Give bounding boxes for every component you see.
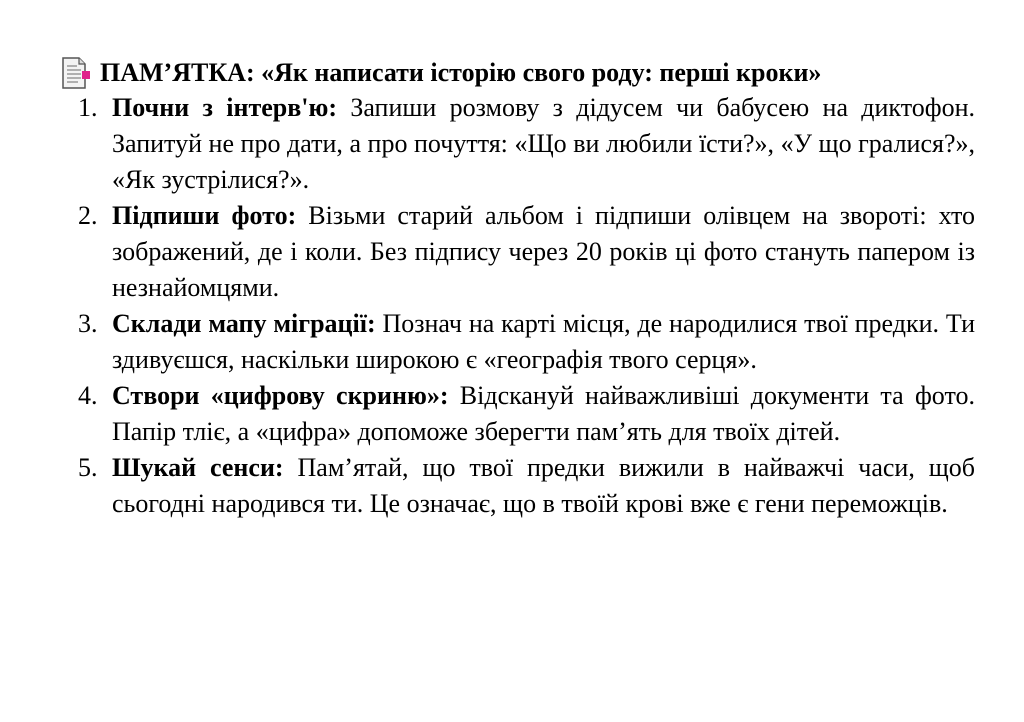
item-lead: Склади мапу міграції: — [112, 309, 376, 338]
item-text: Відскануй найважливіші документи та фото. Папір тліє, а «цифра» допоможе зберегти пам’ять для твоїх дітей. — [112, 381, 975, 446]
item-number: 1. — [78, 93, 98, 122]
list-item — [78, 378, 975, 450]
item-lead: Почни з інтерв'ю: — [112, 93, 338, 122]
memo-title — [60, 56, 821, 90]
list-item — [78, 90, 975, 198]
list-item — [78, 450, 975, 522]
list-item — [78, 198, 975, 306]
document-icon — [60, 56, 92, 90]
item-text: Пам’ятай, що твої предки вижили в найважчі часи, щоб сьогодні народився ти. Це означає, що в твоїй крові вже є гени переможців. — [112, 453, 976, 518]
item-text: Познач на карті місця, де народилися твої предки. Ти здивуєшся, наскільки широкою є «географія твого серця». — [112, 309, 976, 374]
item-number: 3. — [78, 309, 98, 338]
item-number: 2. — [78, 201, 98, 230]
item-text: Візьми старий альбом і підпиши олівцем на звороті: хто зображений, де і коли. Без підпису через 20 років ці фото стануть папером із незнайомцями. — [112, 201, 975, 302]
item-number: 5. — [78, 453, 98, 482]
item-number: 4. — [78, 381, 98, 410]
item-lead: Створи «цифрову скриню»: — [112, 381, 449, 410]
item-text: Запиши розмову з дідусем чи бабусею на диктофон. Запитуй не про дати, а про почуття: «Що ви любили їсти?», «У що гралися?», «Як зустрілися?». — [112, 93, 976, 194]
title-text: ПАМ’ЯТКА: «Як написати історію свого роду: перші кроки» — [100, 58, 822, 87]
steps-list — [78, 90, 975, 522]
list-item — [78, 306, 975, 378]
item-lead: Підпиши фото: — [112, 201, 297, 230]
item-lead: Шукай сенси: — [112, 453, 284, 482]
